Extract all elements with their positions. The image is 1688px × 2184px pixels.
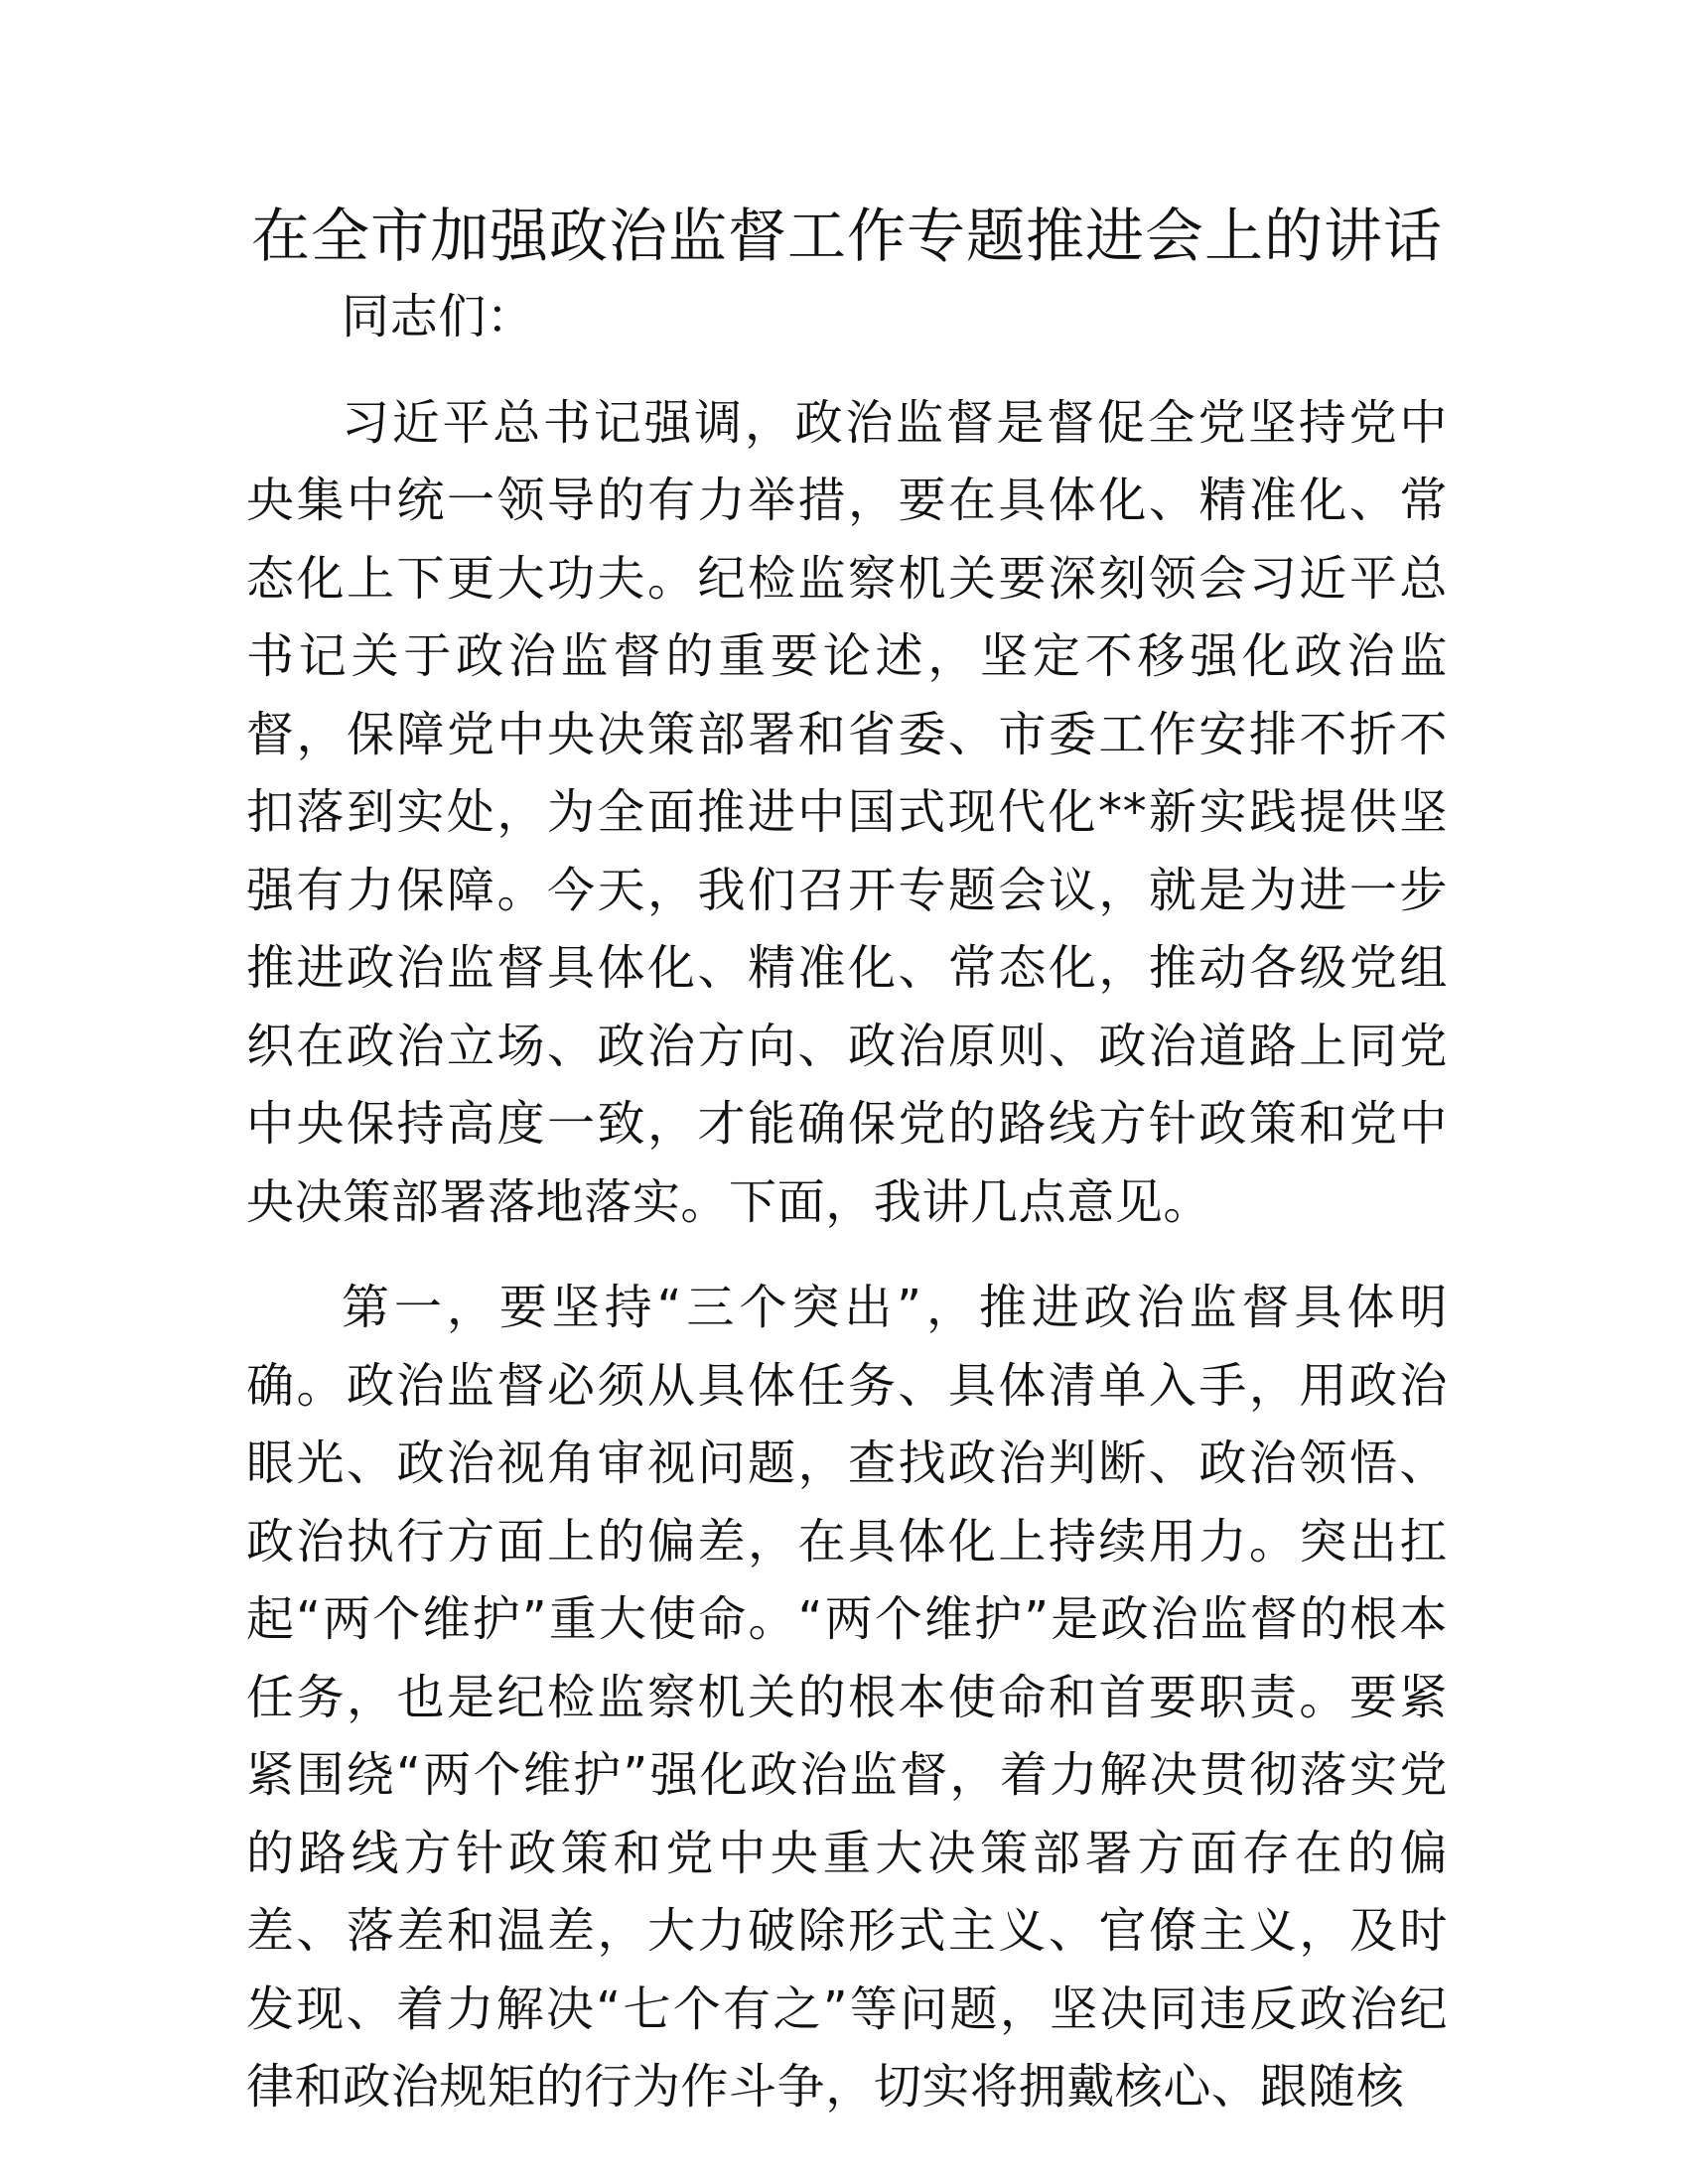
paragraph-first-point: 第一，要坚持“三个突出”，推进政治监督具体明确。政治监督必须从具体任务、具体清单入手，用政治眼光、政治视角审视问题，查找政治判断、政治领悟、政治执行方面上的偏差，在具体化上持续用力。突出扛起“两个维护”重大使命。“两个维护”是政治监督的根本任务，也是纪检监察机关的根本使命和首要职责。要紧紧围绕“两个维护”强化政治监督，着力解决贯彻落实党的路线方针政策和党中央重大决策部署方面存在的偏差、落差和温差，大力破除形式主义、官僚主义，及时发现、着力解决“七个有之”等问题，坚决同违反政治纪律和政治规矩的行为作斗争，切实将拥戴核心、跟随核 [246,1280,1448,2115]
document-title: 在全市加强政治监督工作专题推进会上的讲话 [250,202,1443,270]
salutation: 同志们： [342,289,535,344]
document-body [246,278,1448,2154]
paragraph-intro: 习近平总书记强调，政治监督是督促全党坚持党中央集中统一领导的有力举措，要在具体化、精准化、常态化上下更大功夫。纪检监察机关要深刻领会习近平总书记关于政治监督的重要论述，坚定不移强化政治监督，保障党中央决策部署和省委、市委工作安排不折不扣落到实处，为全面推进中国式现代化**新实践提供坚强有力保障。今天，我们召开专题会议，就是为进一步推进政治监督具体化、精准化、常态化，推动各级党组织在政治立场、政治方向、政治原则、政治道路上同党中央保持高度一致，才能确保党的路线方针政策和党中央决策部署落地落实。下面，我讲几点意见。 [246,394,1448,1230]
